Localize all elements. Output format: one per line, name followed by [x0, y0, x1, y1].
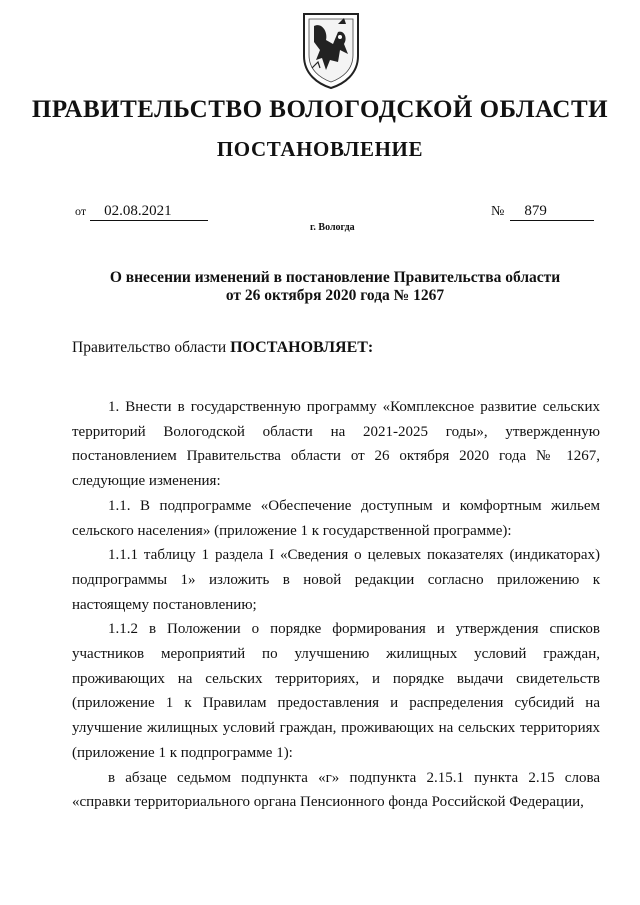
number-prefix: № — [491, 204, 505, 219]
document-type: ПОСТАНОВЛЕНИЕ — [216, 137, 424, 161]
city: г. Вологда — [310, 222, 355, 233]
date-value: 02.08.2021 — [90, 203, 208, 221]
paragraph: 1. Внести в государственную программу «Комплексное развитие сельских территорий Вологодской области на 2021-2025 годы», утвержденную постановлением Правительства области от 26 октября 2020 года № 1267, следующие изменения: — [72, 399, 600, 490]
paragraph: 1.1.2 в Положении о порядке формирования и утверждения списков участников мероприятий по улучшению жилищных условий граждан, проживающих на сельских территориях, и порядке выдачи свидетельств (приложение 1 к Правилам предоставления и распределения субсидий на улучшение жилищных условий граждан, проживающих на сельских территориях (приложение 1 к подпрограмме 1): — [72, 621, 600, 761]
subject-line-2: от 26 октября 2020 года № 1267 — [225, 287, 445, 304]
government-title: ПРАВИТЕЛЬСТВО ВОЛОГОДСКОЙ ОБЛАСТИ — [31, 96, 609, 123]
subject-line-1: О внесении изменений в постановление Правительства области — [109, 269, 561, 286]
document-body — [72, 395, 600, 815]
preamble-text: Правительство области — [72, 339, 231, 356]
paragraph: 1.1. В подпрограмме «Обеспечение доступным и комфортным жильем сельского населения» (приложение 1 к государственной программе): — [72, 497, 600, 539]
preamble — [72, 339, 373, 357]
document-subject — [40, 269, 630, 305]
coat-of-arms-icon — [300, 10, 362, 90]
paragraph: в абзаце седьмом подпункта «г» подпункта 2.15.1 пункта 2.15 слова «справки территориального органа Пенсионного фонда Российской Федерации, — [72, 769, 600, 811]
paragraph: 1.1.1 таблицу 1 раздела I «Сведения о целевых показателях (индикаторах) подпрограммы 1» изложить в новой редакции согласно приложению к настоящему постановлению; — [72, 547, 600, 613]
document-date — [75, 203, 208, 221]
number-value: 879 — [510, 203, 594, 221]
preamble-bold: ПОСТАНОВЛЯЕТ: — [230, 339, 374, 356]
document-number — [491, 203, 594, 221]
date-prefix: от — [75, 204, 87, 218]
